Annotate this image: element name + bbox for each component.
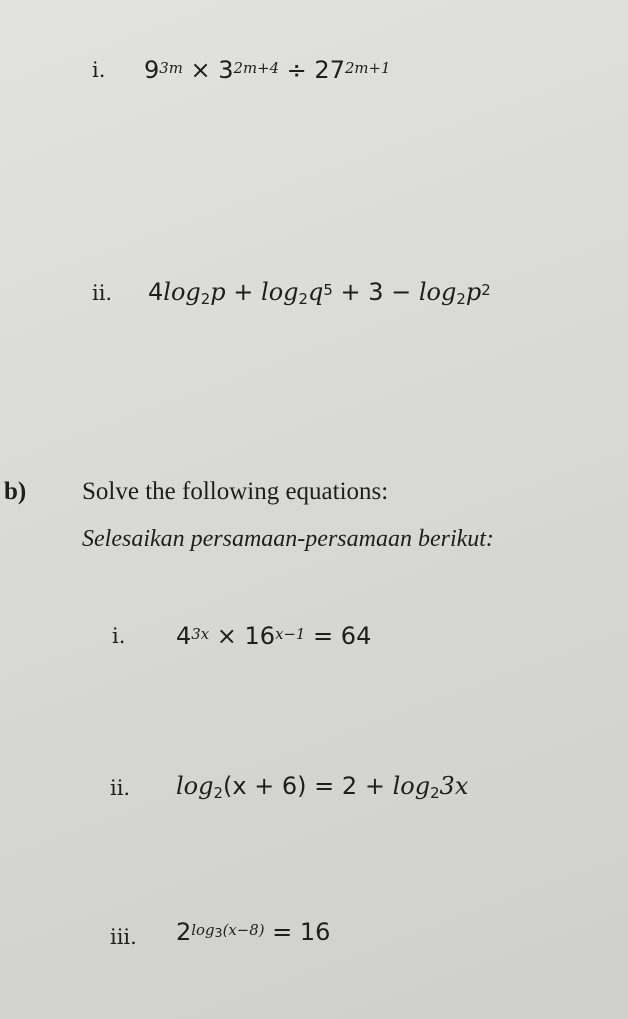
log-word: log: [176, 772, 214, 800]
item-b-ii-expression: [176, 772, 469, 803]
log-base: 2: [430, 784, 440, 803]
item-a-i-expression: [144, 56, 390, 84]
item-b-iii-expression: [176, 918, 330, 946]
base: 27: [314, 56, 345, 84]
item-b-iii-number: iii.: [110, 925, 137, 949]
equals-sign: =: [272, 918, 293, 946]
part-b-heading-english: Solve the following equations:: [82, 478, 389, 505]
part-b-label: b): [4, 478, 27, 505]
exponent: 2: [481, 280, 491, 299]
argument: (x−8): [222, 920, 265, 939]
log-base: 2: [456, 290, 466, 309]
operator: ×: [190, 56, 211, 84]
log-base: 3: [214, 924, 223, 940]
log-word: log: [392, 772, 431, 800]
base: 9: [144, 56, 160, 84]
item-b-i-expression: [176, 622, 371, 650]
operator: ×: [216, 622, 237, 650]
constant-term: 2 +: [341, 772, 385, 800]
base: 2: [176, 918, 192, 946]
log-word: log: [261, 278, 299, 306]
exponent: 2m+1: [344, 58, 391, 77]
log-base: 2: [298, 290, 308, 309]
base: 3: [218, 56, 234, 84]
variable: p: [465, 278, 482, 306]
item-a-ii-number: ii.: [92, 281, 113, 305]
exponent: 2m+4: [233, 58, 280, 77]
exponent: 3m: [159, 58, 183, 77]
item-b-i-number: i.: [112, 624, 126, 648]
result: 16: [299, 918, 331, 946]
operator: +: [233, 278, 254, 306]
argument: 3x: [439, 772, 469, 800]
variable: p: [210, 278, 226, 306]
variable: q: [307, 278, 324, 306]
base: 16: [244, 622, 276, 650]
equals-sign: =: [313, 622, 334, 650]
exponent: x−1: [275, 624, 306, 643]
coefficient: 4: [148, 278, 164, 306]
operator: ÷: [286, 56, 307, 84]
log-base: 2: [213, 784, 223, 803]
argument: (x + 6) =: [222, 772, 335, 800]
exponent: 5: [323, 280, 333, 299]
base: 4: [176, 622, 192, 650]
part-b-heading-malay: Selesaikan persamaan-persamaan berikut:: [82, 526, 494, 552]
result: 64: [340, 622, 372, 650]
operator: + 3 −: [340, 278, 412, 306]
log-word: log: [191, 920, 215, 939]
log-word: log: [418, 278, 457, 306]
log-base: 2: [200, 290, 211, 309]
item-a-i-number: i.: [92, 58, 106, 82]
item-b-ii-number: ii.: [110, 776, 131, 800]
item-a-ii-expression: [148, 278, 491, 309]
exponent: 3x: [191, 624, 210, 643]
log-word: log: [163, 278, 201, 306]
